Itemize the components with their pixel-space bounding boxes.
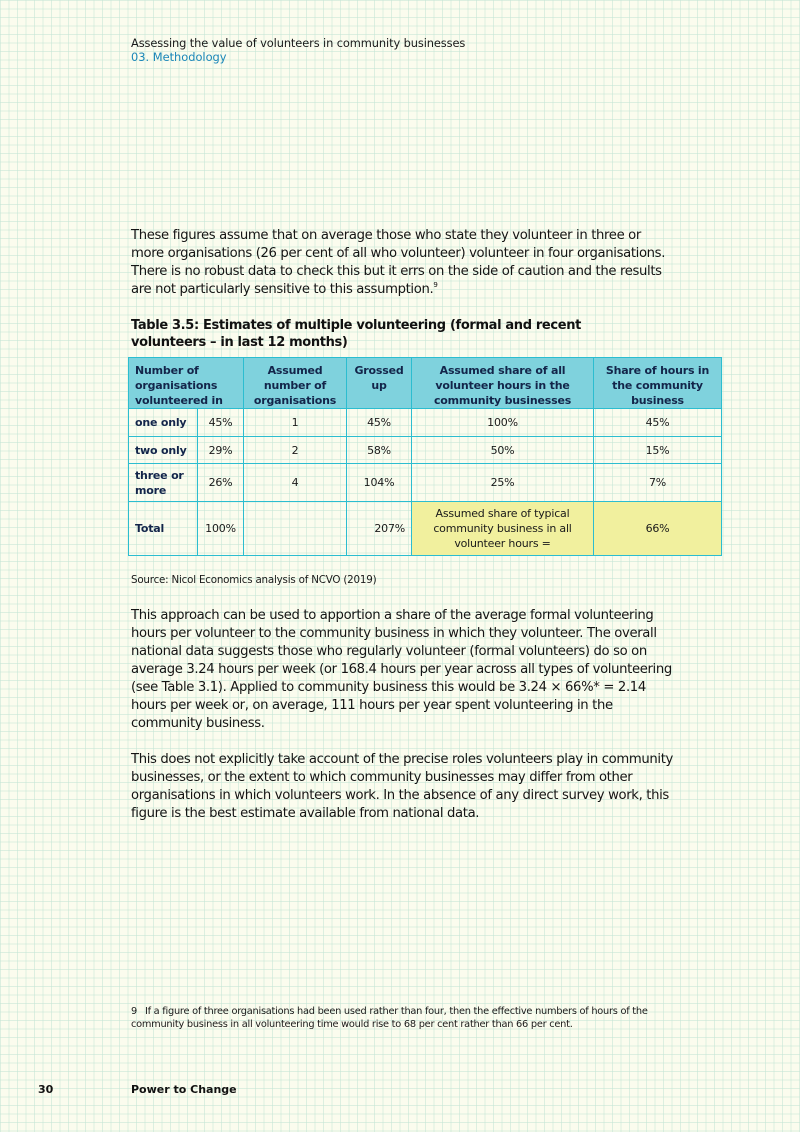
cell-assumed-share: 100% xyxy=(412,409,594,437)
cell-assumed-number: 1 xyxy=(244,409,347,437)
table-total-row xyxy=(129,502,722,556)
cell-grossed-up: 45% xyxy=(347,409,412,437)
cell-share-of-hours: 45% xyxy=(594,409,722,437)
cell-assumed-number: 2 xyxy=(244,437,347,464)
body-paragraph-approach xyxy=(131,607,676,733)
footnote-reference[interactable]: 9 xyxy=(433,281,438,289)
table-row xyxy=(129,409,722,437)
column-header-grossed-up: Grossed up xyxy=(347,358,412,409)
total-label: Total xyxy=(129,502,198,556)
running-header-section: 03. Methodology xyxy=(131,50,227,64)
footnote-number: 9 xyxy=(131,1006,137,1017)
row-label: one only xyxy=(129,409,198,437)
paragraph-text: This does not explicitly take account of the precise roles volunteers play in community businesses, or the extent to which community businesses may differ from other organisations in which volunteers work. In the absence of any direct survey work, this figure is the best estimate available from national data. xyxy=(131,752,673,821)
cell-percent: 29% xyxy=(198,437,244,464)
cell-assumed-share: 50% xyxy=(412,437,594,464)
paragraph-text: These figures assume that on average those who state they volunteer in three or more organisations (26 per cent of all who volunteer) volunteer in four organisations. There is no robust data to check this but it errs on the side of caution and the results are not particularly sensitive to this assumption. xyxy=(131,228,666,297)
table-row xyxy=(129,437,722,464)
table-source: Source: Nicol Economics analysis of NCVO (2019) xyxy=(131,574,377,586)
table-header-row xyxy=(129,358,722,409)
row-label: three or more xyxy=(129,464,198,502)
body-paragraph-limitations xyxy=(131,751,676,823)
publisher-name: Power to Change xyxy=(131,1083,237,1096)
cell-assumed-number: 4 xyxy=(244,464,347,502)
footnote xyxy=(131,1005,691,1031)
total-percent: 100% xyxy=(198,502,244,556)
row-label: two only xyxy=(129,437,198,464)
page-number: 30 xyxy=(38,1083,54,1096)
footnote-text: If a figure of three organisations had been used rather than four, then the effective numbers of hours of the community business in all volunteering time would rise to 68 per cent rather than 66 per cent. xyxy=(131,1006,648,1030)
cell-share-of-hours: 7% xyxy=(594,464,722,502)
cell-grossed-up: 58% xyxy=(347,437,412,464)
cell-percent: 45% xyxy=(198,409,244,437)
total-share-of-hours: 66% xyxy=(594,502,722,556)
running-header-title: Assessing the value of volunteers in community businesses xyxy=(131,36,466,50)
table-row xyxy=(129,464,722,502)
column-header-assumed-number: Assumed number of organisations xyxy=(244,358,347,409)
multiple-volunteering-table xyxy=(128,357,722,556)
total-assumed-share-note: Assumed share of typical community business in all volunteer hours = xyxy=(412,502,594,556)
cell-share-of-hours: 15% xyxy=(594,437,722,464)
body-paragraph-assumption xyxy=(131,227,676,299)
column-header-assumed-share: Assumed share of all volunteer hours in the community businesses xyxy=(412,358,594,409)
paragraph-text: This approach can be used to apportion a share of the average formal volunteering hours per volunteer to the community business in which they volunteer. The overall national data suggests those who regularly volunteer (formal volunteers) do so on average 3.24 hours per week (or 168.4 hours per year across all types of volunteering (see Table 3.1). Applied to community business this would be 3.24 × 66%* = 2.14 hours per week or, on average, 111 hours per year spent volunteering in the community business. xyxy=(131,608,672,731)
cell-percent: 26% xyxy=(198,464,244,502)
cell-grossed-up: 104% xyxy=(347,464,412,502)
total-assumed-number xyxy=(244,502,347,556)
table-caption: Table 3.5: Estimates of multiple volunteering (formal and recent volunteers – in last 12 months) xyxy=(131,318,581,350)
total-grossed-up: 207% xyxy=(347,502,412,556)
column-header-number-volunteered: Number of organisations volunteered in xyxy=(129,358,244,409)
column-header-share-of-hours: Share of hours in the community business xyxy=(594,358,722,409)
cell-assumed-share: 25% xyxy=(412,464,594,502)
